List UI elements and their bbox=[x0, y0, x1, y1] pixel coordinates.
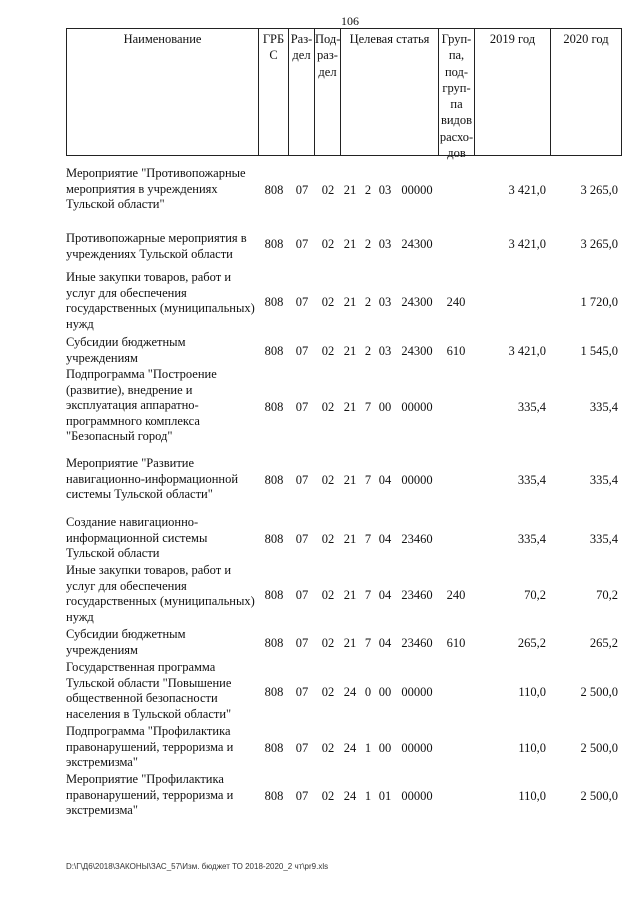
cell-razdel: 07 bbox=[295, 237, 309, 251]
cell-cs2: 0 bbox=[364, 685, 372, 699]
cell-cs2: 7 bbox=[364, 532, 372, 546]
cell-cs1: 21 bbox=[343, 473, 357, 487]
cell-cs2: 1 bbox=[364, 789, 372, 803]
cell-cs1: 21 bbox=[343, 636, 357, 650]
row-name: Подпрограмма "Построение (развитие), внедрение и эксплуатация аппаратно-программного комплекса "Безопасный город" bbox=[66, 367, 217, 443]
row-name: Противопожарные мероприятия в учреждениях Тульской области bbox=[66, 231, 247, 261]
header-2019: 2019 год bbox=[474, 28, 550, 156]
page-number: 106 bbox=[341, 14, 359, 28]
header-name: Наименование bbox=[66, 28, 258, 156]
cell-cs1: 21 bbox=[343, 344, 357, 358]
cell-grbs: 808 bbox=[264, 237, 284, 251]
cell-razdel: 07 bbox=[295, 295, 309, 309]
cell-cs3: 03 bbox=[378, 183, 392, 197]
cell-grbs: 808 bbox=[264, 588, 284, 602]
cell-grbs: 808 bbox=[264, 636, 284, 650]
cell-podrazdel: 02 bbox=[321, 400, 335, 414]
cell-cs3: 04 bbox=[378, 636, 392, 650]
cell-grbs: 808 bbox=[264, 741, 284, 755]
cell-razdel: 07 bbox=[295, 588, 309, 602]
cell-cs2: 2 bbox=[364, 183, 372, 197]
row-name: Субсидии бюджетным учреждениям bbox=[66, 627, 186, 657]
cell-cs2: 7 bbox=[364, 400, 372, 414]
cell-y2020: 70,2 bbox=[596, 588, 618, 602]
cell-y2019: 110,0 bbox=[518, 685, 546, 699]
row-name: Мероприятие "Развитие навигационно-информационной системы Тульской области" bbox=[66, 456, 239, 501]
cell-cs4: 00000 bbox=[401, 183, 433, 197]
cell-cs4: 00000 bbox=[401, 473, 433, 487]
cell-cs4: 24300 bbox=[401, 237, 433, 251]
row-name: Мероприятие "Противопожарные мероприятия в учреждениях Тульской области" bbox=[66, 166, 246, 211]
row-name: Иные закупки товаров, работ и услуг для обеспечения государственных (муниципальных) нужд bbox=[66, 563, 255, 624]
cell-cs3: 03 bbox=[378, 295, 392, 309]
row-name: Мероприятие "Профилактика правонарушений, терроризма и экстремизма" bbox=[66, 772, 234, 817]
cell-razdel: 07 bbox=[295, 400, 309, 414]
cell-cs3: 04 bbox=[378, 532, 392, 546]
cell-razdel: 07 bbox=[295, 344, 309, 358]
cell-y2020: 1 545,0 bbox=[580, 344, 618, 358]
cell-cs4: 00000 bbox=[401, 741, 433, 755]
cell-y2019: 335,4 bbox=[517, 473, 546, 487]
cell-cs1: 24 bbox=[343, 685, 357, 699]
cell-razdel: 07 bbox=[295, 789, 309, 803]
cell-y2020: 265,2 bbox=[589, 636, 618, 650]
cell-cs3: 03 bbox=[378, 237, 392, 251]
cell-cs1: 21 bbox=[343, 532, 357, 546]
cell-podrazdel: 02 bbox=[321, 344, 335, 358]
cell-y2020: 2 500,0 bbox=[580, 741, 618, 755]
cell-vr: 240 bbox=[446, 295, 466, 309]
cell-grbs: 808 bbox=[264, 685, 284, 699]
cell-podrazdel: 02 bbox=[321, 532, 335, 546]
cell-y2020: 335,4 bbox=[589, 532, 618, 546]
cell-cs2: 7 bbox=[364, 636, 372, 650]
cell-cs2: 7 bbox=[364, 588, 372, 602]
row-name: Иные закупки товаров, работ и услуг для обеспечения государственных (муниципальных) нужд bbox=[66, 270, 255, 331]
cell-y2019: 110,0 bbox=[518, 789, 546, 803]
cell-y2019: 3 421,0 bbox=[508, 183, 546, 197]
cell-y2019: 3 421,0 bbox=[508, 237, 546, 251]
cell-y2019: 3 421,0 bbox=[508, 344, 546, 358]
cell-y2019: 335,4 bbox=[517, 532, 546, 546]
cell-cs3: 00 bbox=[378, 400, 392, 414]
cell-podrazdel: 02 bbox=[321, 636, 335, 650]
cell-y2019: 335,4 bbox=[517, 400, 546, 414]
cell-y2019: 70,2 bbox=[524, 588, 546, 602]
footer-path: D:\Г\Д6\2018\ЗАКОНЫ\ЗАС_57\Изм. бюджет ТО 2018-2020_2 чт\pr9.xls bbox=[66, 862, 329, 871]
cell-podrazdel: 02 bbox=[321, 685, 335, 699]
row-name: Субсидии бюджетным учреждениям bbox=[66, 335, 186, 365]
cell-podrazdel: 02 bbox=[321, 183, 335, 197]
cell-cs4: 00000 bbox=[401, 400, 433, 414]
cell-razdel: 07 bbox=[295, 473, 309, 487]
cell-cs3: 00 bbox=[378, 685, 392, 699]
cell-cs4: 00000 bbox=[401, 789, 433, 803]
cell-cs2: 2 bbox=[364, 344, 372, 358]
cell-cs2: 1 bbox=[364, 741, 372, 755]
cell-y2020: 2 500,0 bbox=[580, 685, 618, 699]
header-grbs: ГРБ С bbox=[258, 28, 288, 156]
cell-y2019: 265,2 bbox=[517, 636, 546, 650]
cell-grbs: 808 bbox=[264, 473, 284, 487]
cell-cs1: 21 bbox=[343, 295, 357, 309]
cell-vr: 240 bbox=[446, 588, 466, 602]
cell-y2020: 3 265,0 bbox=[580, 237, 618, 251]
cell-razdel: 07 bbox=[295, 532, 309, 546]
cell-podrazdel: 02 bbox=[321, 295, 335, 309]
cell-cs3: 00 bbox=[378, 741, 392, 755]
cell-y2020: 3 265,0 bbox=[580, 183, 618, 197]
header-target: Целевая статья bbox=[340, 28, 438, 156]
cell-y2020: 335,4 bbox=[589, 400, 618, 414]
cell-cs3: 04 bbox=[378, 473, 392, 487]
cell-cs1: 24 bbox=[343, 789, 357, 803]
cell-podrazdel: 02 bbox=[321, 473, 335, 487]
cell-y2020: 335,4 bbox=[589, 473, 618, 487]
cell-cs4: 23460 bbox=[401, 588, 433, 602]
cell-y2020: 1 720,0 bbox=[580, 295, 618, 309]
cell-grbs: 808 bbox=[264, 344, 284, 358]
cell-razdel: 07 bbox=[295, 636, 309, 650]
cell-cs4: 00000 bbox=[401, 685, 433, 699]
cell-cs4: 24300 bbox=[401, 344, 433, 358]
cell-cs1: 21 bbox=[343, 588, 357, 602]
cell-cs1: 24 bbox=[343, 741, 357, 755]
cell-cs1: 21 bbox=[343, 183, 357, 197]
cell-razdel: 07 bbox=[295, 183, 309, 197]
cell-y2019: 110,0 bbox=[518, 741, 546, 755]
row-name: Подпрограмма "Профилактика правонарушений, терроризма и экстремизма" bbox=[66, 724, 234, 769]
cell-razdel: 07 bbox=[295, 741, 309, 755]
cell-vr: 610 bbox=[446, 344, 466, 358]
cell-grbs: 808 bbox=[264, 295, 284, 309]
cell-cs3: 03 bbox=[378, 344, 392, 358]
cell-podrazdel: 02 bbox=[321, 588, 335, 602]
header-2020: 2020 год bbox=[550, 28, 622, 156]
cell-grbs: 808 bbox=[264, 789, 284, 803]
header-razdel: Раз- дел bbox=[288, 28, 314, 156]
cell-y2020: 2 500,0 bbox=[580, 789, 618, 803]
cell-grbs: 808 bbox=[264, 183, 284, 197]
cell-cs4: 23460 bbox=[401, 532, 433, 546]
cell-cs2: 7 bbox=[364, 473, 372, 487]
cell-podrazdel: 02 bbox=[321, 789, 335, 803]
cell-cs2: 2 bbox=[364, 237, 372, 251]
cell-cs3: 01 bbox=[378, 789, 392, 803]
cell-vr: 610 bbox=[446, 636, 466, 650]
cell-cs3: 04 bbox=[378, 588, 392, 602]
cell-cs2: 2 bbox=[364, 295, 372, 309]
cell-grbs: 808 bbox=[264, 400, 284, 414]
cell-grbs: 808 bbox=[264, 532, 284, 546]
cell-podrazdel: 02 bbox=[321, 741, 335, 755]
cell-cs4: 24300 bbox=[401, 295, 433, 309]
cell-podrazdel: 02 bbox=[321, 237, 335, 251]
row-name: Создание навигационно-информационной системы Тульской области bbox=[66, 515, 208, 560]
cell-cs4: 23460 bbox=[401, 636, 433, 650]
cell-cs1: 21 bbox=[343, 237, 357, 251]
cell-razdel: 07 bbox=[295, 685, 309, 699]
header-podrazdel: Под- раз- дел bbox=[314, 28, 340, 156]
cell-cs1: 21 bbox=[343, 400, 357, 414]
row-name: Государственная программа Тульской области "Повышение общественной безопасности населения в Тульской области" bbox=[66, 660, 232, 721]
header-vid: Груп- па, под- груп- па видов расхо- дов bbox=[438, 28, 474, 156]
